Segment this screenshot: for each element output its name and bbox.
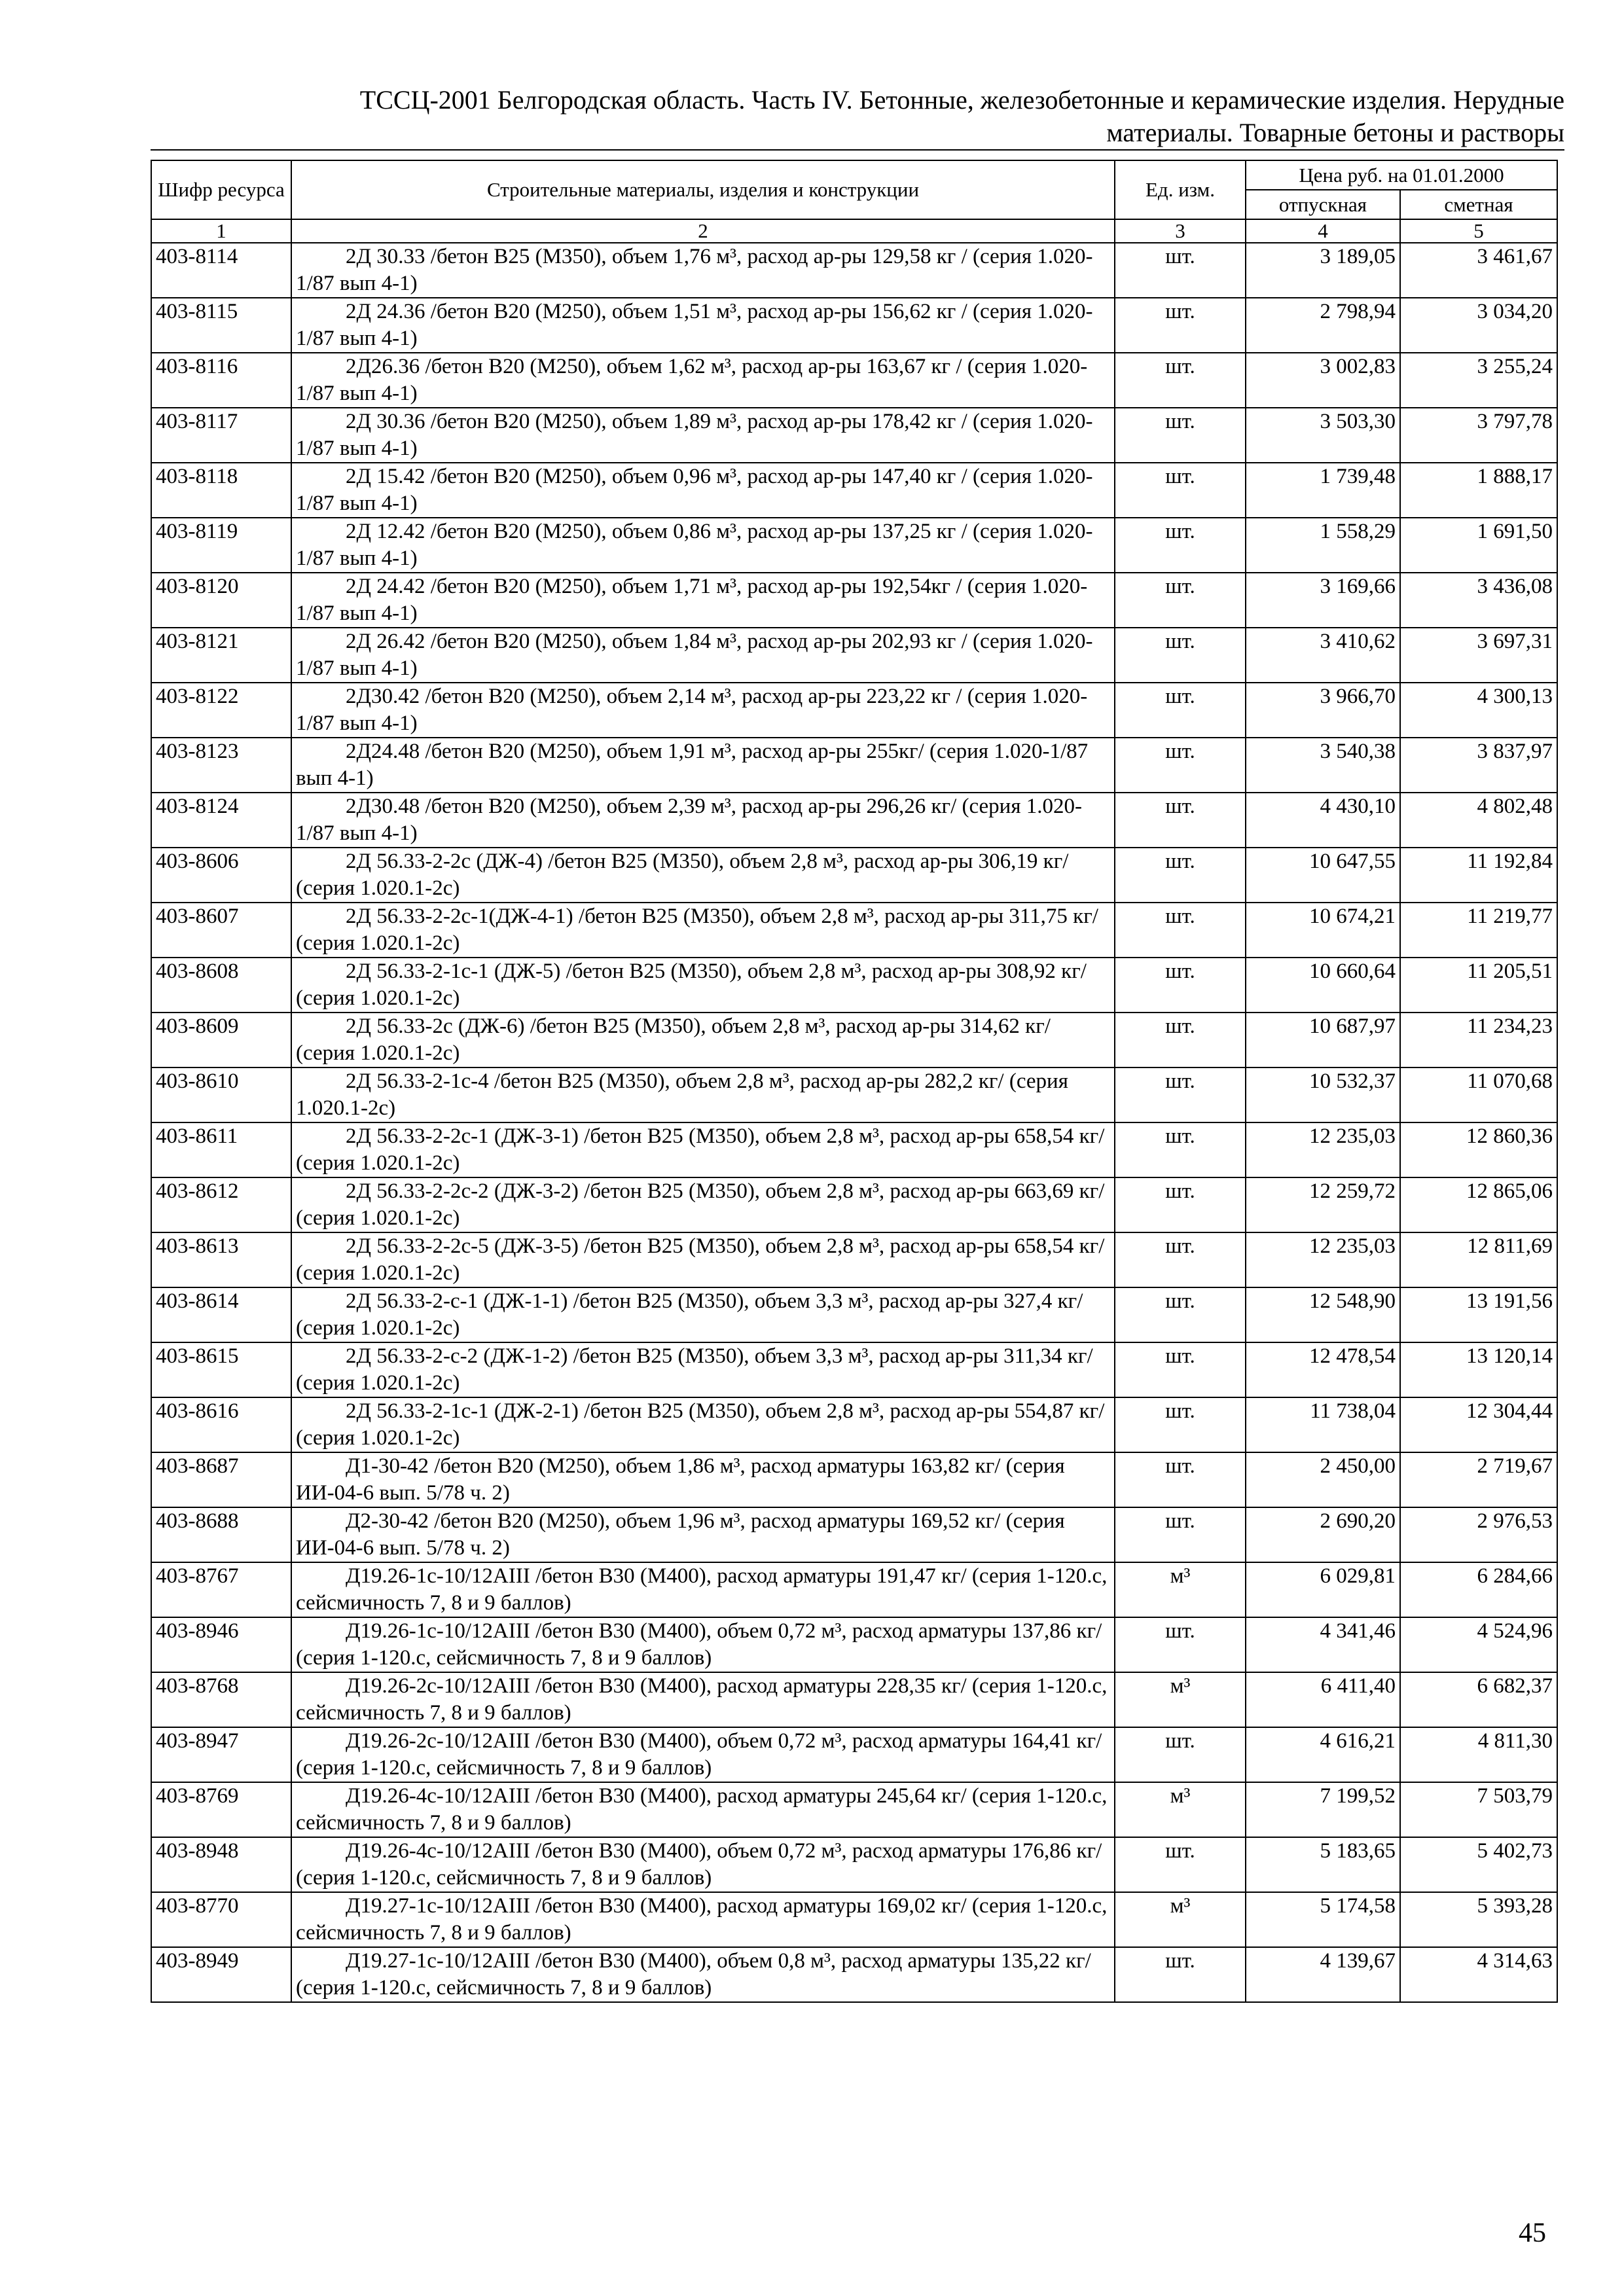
header-code: Шифр ресурса (151, 160, 291, 219)
estimate-price-cell: 6 682,37 (1400, 1672, 1557, 1727)
material-name-cell (291, 1892, 1115, 1947)
resource-code-cell: 403-8769 (151, 1782, 291, 1837)
table-row (151, 903, 1557, 958)
release-price-cell: 10 660,64 (1246, 958, 1400, 1013)
release-price-cell: 10 687,97 (1246, 1013, 1400, 1067)
table-row (151, 1727, 1557, 1782)
release-price-cell: 10 532,37 (1246, 1067, 1400, 1122)
table-row (151, 958, 1557, 1013)
column-number: 3 (1115, 219, 1246, 243)
resource-code-cell: 403-8115 (151, 298, 291, 353)
table-row (151, 243, 1557, 298)
estimate-price-cell: 11 192,84 (1400, 848, 1557, 903)
resource-code-cell: 403-8610 (151, 1067, 291, 1122)
estimate-price-cell: 12 865,06 (1400, 1177, 1557, 1232)
unit-cell: шт. (1115, 1617, 1246, 1672)
material-name-cell (291, 298, 1115, 353)
material-name-cell (291, 1562, 1115, 1617)
unit-cell: шт. (1115, 1397, 1246, 1452)
material-name-cell (291, 573, 1115, 628)
estimate-price-cell: 3 461,67 (1400, 243, 1557, 298)
material-name-cell (291, 1727, 1115, 1782)
material-name-text: Д19.27-1с-10/12АIII /бетон В30 (М400), расход арматуры 169,02 кг/ (серия 1-120.с, сейсмичность 7, 8 и 9 баллов) (296, 1894, 1108, 1945)
resource-code-cell: 403-8613 (151, 1232, 291, 1287)
estimate-price-cell: 3 255,24 (1400, 353, 1557, 408)
resource-code-cell: 403-8614 (151, 1287, 291, 1342)
resource-code-cell: 403-8114 (151, 243, 291, 298)
material-name-cell (291, 1177, 1115, 1232)
material-name-text: 2Д26.36 /бетон В20 (М250), объем 1,62 м³, расход ар-ры 163,67 кг / (серия 1.020-1/87 вып 4-1) (296, 355, 1088, 405)
material-name-cell (291, 1067, 1115, 1122)
material-name-text: Д19.26-4с-10/12АIII /бетон В30 (М400), расход арматуры 245,64 кг/ (серия 1-120.с, сейсмичность 7, 8 и 9 баллов) (296, 1784, 1108, 1835)
resource-code-cell: 403-8119 (151, 518, 291, 573)
table-row (151, 1892, 1557, 1947)
material-name-text: 2Д 15.42 /бетон В20 (М250), объем 0,96 м³, расход ар-ры 147,40 кг / (серия 1.020-1/87 вып 4-1) (296, 465, 1093, 515)
column-number: 4 (1246, 219, 1400, 243)
estimate-price-cell: 4 811,30 (1400, 1727, 1557, 1782)
material-name-cell (291, 1122, 1115, 1177)
material-name-text: 2Д 56.33-2-1с-1 (ДЖ-5) /бетон В25 (М350), объем 2,8 м³, расход ар-ры 308,92 кг/ (серия 1.020.1-2с) (296, 960, 1087, 1010)
release-price-cell: 11 738,04 (1246, 1397, 1400, 1452)
material-name-cell (291, 738, 1115, 793)
unit-cell: м³ (1115, 1782, 1246, 1837)
resource-code-cell: 403-8122 (151, 683, 291, 738)
estimate-price-cell: 4 524,96 (1400, 1617, 1557, 1672)
resource-price-table (151, 160, 1558, 2003)
table-row (151, 1397, 1557, 1452)
column-number: 2 (291, 219, 1115, 243)
release-price-cell: 6 029,81 (1246, 1562, 1400, 1617)
estimate-price-cell: 7 503,79 (1400, 1782, 1557, 1837)
material-name-cell (291, 1507, 1115, 1562)
resource-code-cell: 403-8768 (151, 1672, 291, 1727)
release-price-cell: 12 548,90 (1246, 1287, 1400, 1342)
estimate-price-cell: 13 120,14 (1400, 1342, 1557, 1397)
estimate-price-cell: 2 976,53 (1400, 1507, 1557, 1562)
resource-code-cell: 403-8608 (151, 958, 291, 1013)
unit-cell: шт. (1115, 298, 1246, 353)
release-price-cell: 10 674,21 (1246, 903, 1400, 958)
release-price-cell: 4 341,46 (1246, 1617, 1400, 1672)
unit-cell: шт. (1115, 1452, 1246, 1507)
table-row (151, 1287, 1557, 1342)
material-name-cell (291, 1013, 1115, 1067)
material-name-text: Д19.27-1с-10/12АIII /бетон В30 (М400), объем 0,8 м³, расход арматуры 135,22 кг/ (серия 1-120.с, сейсмичность 7, 8 и 9 баллов) (296, 1949, 1091, 2000)
material-name-cell (291, 1672, 1115, 1727)
release-price-cell: 2 798,94 (1246, 298, 1400, 353)
material-name-text: 2Д 30.36 /бетон В20 (М250), объем 1,89 м³, расход ар-ры 178,42 кг / (серия 1.020-1/87 вып 4-1) (296, 410, 1093, 460)
estimate-price-cell: 4 300,13 (1400, 683, 1557, 738)
material-name-text: Д19.26-1с-10/12АIII /бетон В30 (М400), расход арматуры 191,47 кг/ (серия 1-120.с, сейсмичность 7, 8 и 9 баллов) (296, 1564, 1108, 1615)
estimate-price-cell: 6 284,66 (1400, 1562, 1557, 1617)
estimate-price-cell: 3 697,31 (1400, 628, 1557, 683)
table-row (151, 793, 1557, 848)
unit-cell: шт. (1115, 848, 1246, 903)
release-price-cell: 12 478,54 (1246, 1342, 1400, 1397)
release-price-cell: 12 235,03 (1246, 1122, 1400, 1177)
release-price-cell: 7 199,52 (1246, 1782, 1400, 1837)
resource-code-cell: 403-8117 (151, 408, 291, 463)
header-line-1: ТССЦ-2001 Белгородская область. Часть IV. Бетонные, железобетонные и керамические изделия. Нерудные (359, 85, 1564, 115)
table-body (151, 243, 1557, 2002)
material-name-text: 2Д 56.33-2-2с-1(ДЖ-4-1) /бетон В25 (М350), объем 2,8 м³, расход ар-ры 311,75 кг/ (серия 1.020.1-2с) (296, 905, 1098, 955)
release-price-cell: 6 411,40 (1246, 1672, 1400, 1727)
release-price-cell: 2 450,00 (1246, 1452, 1400, 1507)
unit-cell: шт. (1115, 903, 1246, 958)
resource-code-cell: 403-8616 (151, 1397, 291, 1452)
table-row (151, 1067, 1557, 1122)
header-release-price: отпускная (1246, 190, 1400, 219)
table-row (151, 573, 1557, 628)
resource-code-cell: 403-8949 (151, 1947, 291, 2002)
table-row (151, 1013, 1557, 1067)
material-name-cell (291, 683, 1115, 738)
table-row (151, 463, 1557, 518)
unit-cell: шт. (1115, 683, 1246, 738)
release-price-cell: 3 503,30 (1246, 408, 1400, 463)
release-price-cell: 3 189,05 (1246, 243, 1400, 298)
unit-cell: м³ (1115, 1892, 1246, 1947)
table-row (151, 1672, 1557, 1727)
release-price-cell: 3 540,38 (1246, 738, 1400, 793)
release-price-cell: 3 966,70 (1246, 683, 1400, 738)
unit-cell: шт. (1115, 1837, 1246, 1892)
header-name: Строительные материалы, изделия и конструкции (291, 160, 1115, 219)
header-line-2: материалы. Товарные бетоны и растворы (1106, 118, 1564, 147)
table-row (151, 1507, 1557, 1562)
material-name-text: 2Д 56.33-2-1с-4 /бетон В25 (М350), объем 2,8 м³, расход ар-ры 282,2 кг/ (серия 1.020.1-2с) (296, 1069, 1068, 1120)
material-name-text: 2Д 24.36 /бетон В20 (М250), объем 1,51 м³, расход ар-ры 156,62 кг / (серия 1.020-1/87 вып 4-1) (296, 300, 1093, 350)
material-name-text: 2Д30.42 /бетон В20 (М250), объем 2,14 м³, расход ар-ры 223,22 кг / (серия 1.020-1/87 вып 4-1) (296, 685, 1088, 735)
table-row (151, 1562, 1557, 1617)
unit-cell: шт. (1115, 1177, 1246, 1232)
unit-cell: шт. (1115, 958, 1246, 1013)
table-row (151, 1947, 1557, 2002)
page-number: 45 (1519, 2218, 1546, 2248)
material-name-text: 2Д 56.33-2-2с-5 (ДЖ-3-5) /бетон В25 (М350), объем 2,8 м³, расход ар-ры 658,54 кг/ (серия 1.020.1-2с) (296, 1234, 1105, 1285)
material-name-text: 2Д 24.42 /бетон В20 (М250), объем 1,71 м³, расход ар-ры 192,54кг / (серия 1.020-1/87 вып 4-1) (296, 575, 1088, 625)
material-name-text: 2Д 56.33-2-2с (ДЖ-4) /бетон В25 (М350), объем 2,8 м³, расход ар-ры 306,19 кг/ (серия 1.020.1-2с) (296, 850, 1069, 900)
resource-code-cell: 403-8615 (151, 1342, 291, 1397)
unit-cell: м³ (1115, 1672, 1246, 1727)
unit-cell: шт. (1115, 463, 1246, 518)
resource-code-cell: 403-8947 (151, 1727, 291, 1782)
material-name-cell (291, 1947, 1115, 2002)
estimate-price-cell: 2 719,67 (1400, 1452, 1557, 1507)
material-name-text: 2Д 56.33-2-с-1 (ДЖ-1-1) /бетон В25 (М350), объем 3,3 м³, расход ар-ры 327,4 кг/ (серия 1.020.1-2с) (296, 1289, 1083, 1340)
resource-code-cell: 403-8687 (151, 1452, 291, 1507)
material-name-text: 2Д 26.42 /бетон В20 (М250), объем 1,84 м³, расход ар-ры 202,93 кг / (серия 1.020-1/87 вып 4-1) (296, 630, 1093, 680)
release-price-cell: 4 616,21 (1246, 1727, 1400, 1782)
material-name-text: 2Д24.48 /бетон В20 (М250), объем 1,91 м³, расход ар-ры 255кг/ (серия 1.020-1/87 вып 4-1) (296, 740, 1089, 790)
resource-code-cell: 403-8770 (151, 1892, 291, 1947)
estimate-price-cell: 3 837,97 (1400, 738, 1557, 793)
column-number: 1 (151, 219, 291, 243)
release-price-cell: 4 430,10 (1246, 793, 1400, 848)
material-name-text: 2Д 30.33 /бетон В25 (М350), объем 1,76 м³, расход ар-ры 129,58 кг / (серия 1.020-1/87 вып 4-1) (296, 245, 1093, 295)
material-name-cell (291, 1782, 1115, 1837)
estimate-price-cell: 3 436,08 (1400, 573, 1557, 628)
unit-cell: шт. (1115, 1342, 1246, 1397)
estimate-price-cell: 5 393,28 (1400, 1892, 1557, 1947)
column-number-row (151, 219, 1557, 243)
resource-code-cell: 403-8946 (151, 1617, 291, 1672)
release-price-cell: 3 169,66 (1246, 573, 1400, 628)
unit-cell: шт. (1115, 1947, 1246, 2002)
table-row (151, 1837, 1557, 1892)
unit-cell: шт. (1115, 793, 1246, 848)
table-row (151, 738, 1557, 793)
release-price-cell: 3 410,62 (1246, 628, 1400, 683)
resource-code-cell: 403-8607 (151, 903, 291, 958)
unit-cell: шт. (1115, 518, 1246, 573)
material-name-text: 2Д30.48 /бетон В20 (М250), объем 2,39 м³, расход ар-ры 296,26 кг/ (серия 1.020-1/87 вып 4-1) (296, 795, 1082, 845)
material-name-text: 2Д 56.33-2с (ДЖ-6) /бетон В25 (М350), объем 2,8 м³, расход ар-ры 314,62 кг/ (серия 1.020.1-2с) (296, 1014, 1051, 1065)
unit-cell: шт. (1115, 573, 1246, 628)
unit-cell: шт. (1115, 408, 1246, 463)
release-price-cell: 3 002,83 (1246, 353, 1400, 408)
material-name-text: Д19.26-2с-10/12АIII /бетон В30 (М400), расход арматуры 228,35 кг/ (серия 1-120.с, сейсмичность 7, 8 и 9 баллов) (296, 1674, 1108, 1725)
material-name-cell (291, 1617, 1115, 1672)
estimate-price-cell: 1 691,50 (1400, 518, 1557, 573)
resource-code-cell: 403-8120 (151, 573, 291, 628)
page-header (151, 84, 1564, 151)
estimate-price-cell: 1 888,17 (1400, 463, 1557, 518)
table-row (151, 1782, 1557, 1837)
estimate-price-cell: 12 860,36 (1400, 1122, 1557, 1177)
estimate-price-cell: 4 802,48 (1400, 793, 1557, 848)
unit-cell: шт. (1115, 1013, 1246, 1067)
table-row (151, 1617, 1557, 1672)
material-name-cell (291, 958, 1115, 1013)
unit-cell: шт. (1115, 628, 1246, 683)
estimate-price-cell: 12 811,69 (1400, 1232, 1557, 1287)
resource-code-cell: 403-8118 (151, 463, 291, 518)
material-name-cell (291, 353, 1115, 408)
unit-cell: шт. (1115, 1727, 1246, 1782)
resource-code-cell: 403-8948 (151, 1837, 291, 1892)
resource-code-cell: 403-8611 (151, 1122, 291, 1177)
table-row (151, 298, 1557, 353)
estimate-price-cell: 11 234,23 (1400, 1013, 1557, 1067)
unit-cell: м³ (1115, 1562, 1246, 1617)
material-name-text: Д19.26-4с-10/12АIII /бетон В30 (М400), объем 0,72 м³, расход арматуры 176,86 кг/ (серия 1-120.с, сейсмичность 7, 8 и 9 баллов) (296, 1839, 1102, 1890)
estimate-price-cell: 11 205,51 (1400, 958, 1557, 1013)
material-name-cell (291, 518, 1115, 573)
unit-cell: шт. (1115, 243, 1246, 298)
table-row (151, 408, 1557, 463)
material-name-cell (291, 628, 1115, 683)
table-row (151, 1232, 1557, 1287)
material-name-cell (291, 1232, 1115, 1287)
header-unit: Ед. изм. (1115, 160, 1246, 219)
material-name-cell (291, 848, 1115, 903)
unit-cell: шт. (1115, 738, 1246, 793)
release-price-cell: 12 235,03 (1246, 1232, 1400, 1287)
material-name-cell (291, 1287, 1115, 1342)
material-name-cell (291, 1837, 1115, 1892)
table-row (151, 1122, 1557, 1177)
material-name-cell (291, 1342, 1115, 1397)
resource-code-cell: 403-8116 (151, 353, 291, 408)
material-name-text: Д2-30-42 /бетон В20 (М250), объем 1,96 м³, расход арматуры 169,52 кг/ (серия ИИ-04-6 вып. 5/78 ч. 2) (296, 1509, 1065, 1560)
release-price-cell: 1 558,29 (1246, 518, 1400, 573)
material-name-cell (291, 463, 1115, 518)
release-price-cell: 5 183,65 (1246, 1837, 1400, 1892)
table-row (151, 628, 1557, 683)
resource-code-cell: 403-8767 (151, 1562, 291, 1617)
estimate-price-cell: 13 191,56 (1400, 1287, 1557, 1342)
estimate-price-cell: 4 314,63 (1400, 1947, 1557, 2002)
unit-cell: шт. (1115, 1232, 1246, 1287)
release-price-cell: 10 647,55 (1246, 848, 1400, 903)
resource-code-cell: 403-8123 (151, 738, 291, 793)
column-number: 5 (1400, 219, 1557, 243)
material-name-text: 2Д 56.33-2-2с-1 (ДЖ-3-1) /бетон В25 (М350), объем 2,8 м³, расход ар-ры 658,54 кг/ (серия 1.020.1-2с) (296, 1124, 1105, 1175)
table-row (151, 518, 1557, 573)
unit-cell: шт. (1115, 1507, 1246, 1562)
material-name-text: Д19.26-1с-10/12АIII /бетон В30 (М400), объем 0,72 м³, расход арматуры 137,86 кг/ (серия 1-120.с, сейсмичность 7, 8 и 9 баллов) (296, 1619, 1102, 1670)
estimate-price-cell: 12 304,44 (1400, 1397, 1557, 1452)
estimate-price-cell: 3 797,78 (1400, 408, 1557, 463)
unit-cell: шт. (1115, 1067, 1246, 1122)
resource-code-cell: 403-8606 (151, 848, 291, 903)
estimate-price-cell: 3 034,20 (1400, 298, 1557, 353)
table-row (151, 1452, 1557, 1507)
unit-cell: шт. (1115, 353, 1246, 408)
header-estimate-price: сметная (1400, 190, 1557, 219)
material-name-text: 2Д 56.33-2-2с-2 (ДЖ-3-2) /бетон В25 (М350), объем 2,8 м³, расход ар-ры 663,69 кг/ (серия 1.020.1-2с) (296, 1179, 1105, 1230)
table-row (151, 683, 1557, 738)
material-name-text: 2Д 12.42 /бетон В20 (М250), объем 0,86 м³, расход ар-ры 137,25 кг / (серия 1.020-1/87 вып 4-1) (296, 520, 1093, 570)
resource-code-cell: 403-8612 (151, 1177, 291, 1232)
release-price-cell: 12 259,72 (1246, 1177, 1400, 1232)
table-row (151, 1177, 1557, 1232)
table-row (151, 353, 1557, 408)
release-price-cell: 1 739,48 (1246, 463, 1400, 518)
release-price-cell: 2 690,20 (1246, 1507, 1400, 1562)
material-name-cell (291, 793, 1115, 848)
material-name-cell (291, 1397, 1115, 1452)
material-name-text: Д1-30-42 /бетон В20 (М250), объем 1,86 м³, расход арматуры 163,82 кг/ (серия ИИ-04-6 вып. 5/78 ч. 2) (296, 1454, 1065, 1505)
resource-code-cell: 403-8609 (151, 1013, 291, 1067)
material-name-cell (291, 243, 1115, 298)
material-name-text: 2Д 56.33-2-1с-1 (ДЖ-2-1) /бетон В25 (М350), объем 2,8 м³, расход ар-ры 554,87 кг/ (серия 1.020.1-2с) (296, 1399, 1105, 1450)
resource-code-cell: 403-8124 (151, 793, 291, 848)
resource-code-cell: 403-8688 (151, 1507, 291, 1562)
material-name-text: Д19.26-2с-10/12АIII /бетон В30 (М400), объем 0,72 м³, расход арматуры 164,41 кг/ (серия 1-120.с, сейсмичность 7, 8 и 9 баллов) (296, 1729, 1102, 1780)
table-row (151, 1342, 1557, 1397)
table-row (151, 848, 1557, 903)
material-name-cell (291, 1452, 1115, 1507)
resource-code-cell: 403-8121 (151, 628, 291, 683)
header-price: Цена руб. на 01.01.2000 (1246, 160, 1557, 190)
release-price-cell: 5 174,58 (1246, 1892, 1400, 1947)
estimate-price-cell: 11 070,68 (1400, 1067, 1557, 1122)
material-name-text: 2Д 56.33-2-с-2 (ДЖ-1-2) /бетон В25 (М350), объем 3,3 м³, расход ар-ры 311,34 кг/ (серия 1.020.1-2с) (296, 1344, 1093, 1395)
release-price-cell: 4 139,67 (1246, 1947, 1400, 2002)
material-name-cell (291, 408, 1115, 463)
estimate-price-cell: 11 219,77 (1400, 903, 1557, 958)
unit-cell: шт. (1115, 1122, 1246, 1177)
estimate-price-cell: 5 402,73 (1400, 1837, 1557, 1892)
material-name-cell (291, 903, 1115, 958)
unit-cell: шт. (1115, 1287, 1246, 1342)
